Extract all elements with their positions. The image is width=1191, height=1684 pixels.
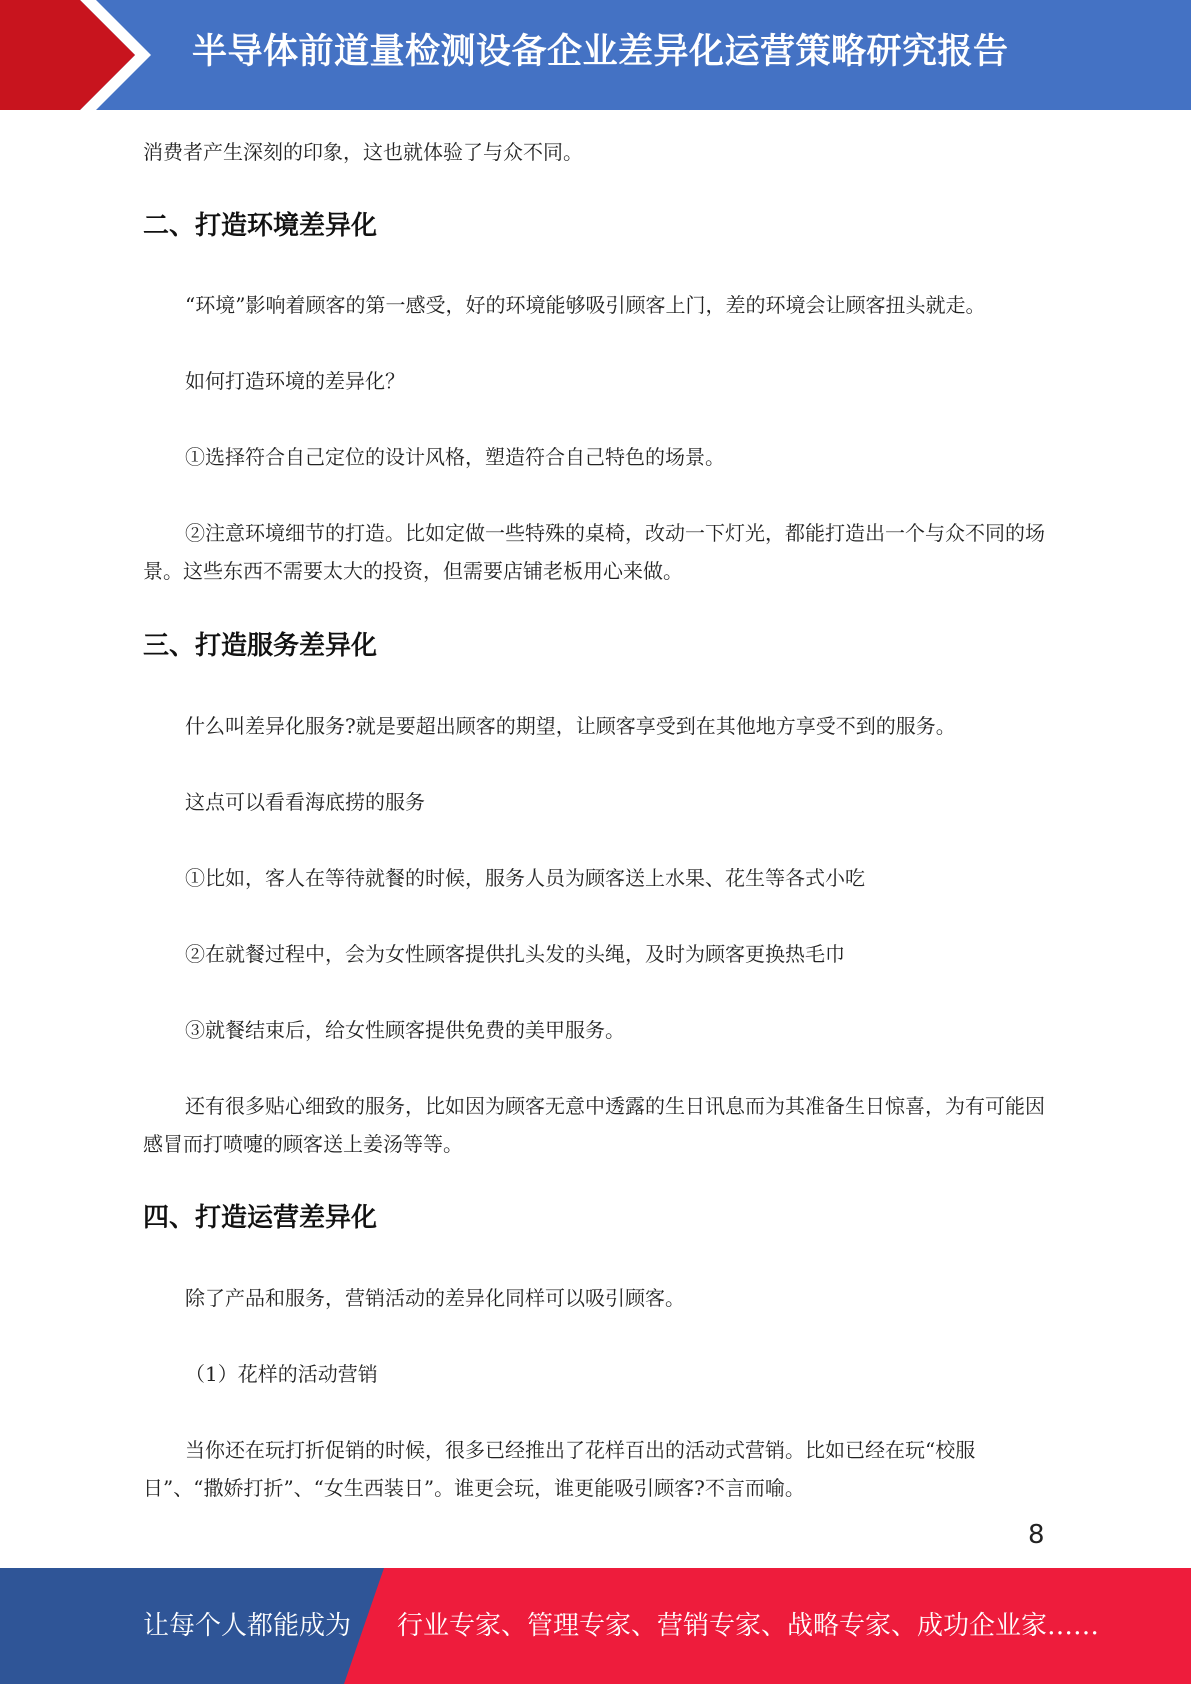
paragraph: 当你还在玩打折促销的时候，很多已经推出了花样百出的活动式营销。比如已经在玩“校服日”、“撒娇打折”、“女生西装日”。谁更会玩，谁更能吸引顾客?不言而喻。 [143, 1438, 976, 1500]
page-footer [0, 1568, 1191, 1684]
paragraph: ①比如，客人在等待就餐的时候，服务人员为顾客送上水果、花生等各式小吃 [185, 866, 865, 890]
footer-slogan-left: 让每个人都能成为 [143, 1611, 352, 1641]
page-number: 8 [1028, 1520, 1045, 1550]
paragraph: 还有很多贴心细致的服务，比如因为顾客无意中透露的生日讯息而为其准备生日惊喜，为有可能因感冒而打喷嚏的顾客送上姜汤等等。 [143, 1094, 1045, 1156]
section-heading-operations: 四、打造运营差异化 [143, 1203, 378, 1233]
footer-slogan-right: 行业专家、管理专家、营销专家、战略专家、成功企业家…… [397, 1611, 1100, 1641]
paragraph: 如何打造环境的差异化？ [185, 369, 405, 393]
paragraph: 这点可以看看海底捞的服务 [185, 790, 425, 814]
paragraph: 除了产品和服务，营销活动的差异化同样可以吸引顾客。 [185, 1286, 685, 1310]
paragraph: ②注意环境细节的打造。比如定做一些特殊的桌椅，改动一下灯光，都能打造出一个与众不同的场景。这些东西不需要太大的投资，但需要店铺老板用心来做。 [143, 521, 1045, 583]
paragraph: “环境”影响着顾客的第一感受，好的环境能够吸引顾客上门，差的环境会让顾客扭头就走。 [185, 293, 986, 317]
report-title: 半导体前道量检测设备企业差异化运营策略研究报告 [192, 32, 1009, 72]
paragraph: 消费者产生深刻的印象，这也就体验了与众不同。 [143, 140, 583, 164]
paragraph: ①选择符合自己定位的设计风格，塑造符合自己特色的场景。 [185, 445, 725, 469]
paragraph: ③就餐结束后，给女性顾客提供免费的美甲服务。 [185, 1018, 625, 1042]
page-header [0, 0, 1191, 110]
paragraph: 什么叫差异化服务?就是要超出顾客的期望，让顾客享受到在其他地方享受不到的服务。 [185, 714, 956, 738]
paragraph: （1）花样的活动营销 [185, 1362, 378, 1386]
section-heading-environment: 二、打造环境差异化 [143, 211, 378, 241]
paragraph: ②在就餐过程中，会为女性顾客提供扎头发的头绳，及时为顾客更换热毛巾 [185, 942, 845, 966]
section-heading-service: 三、打造服务差异化 [143, 631, 378, 661]
